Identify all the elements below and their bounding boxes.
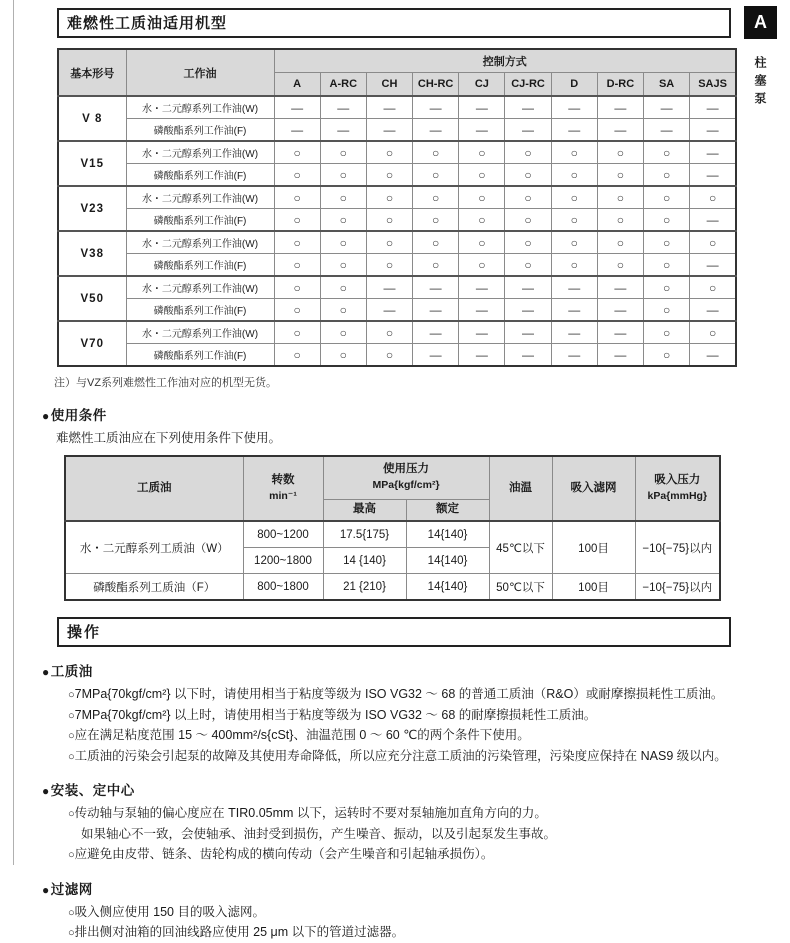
dot-bullet-icon: ●: [42, 665, 50, 679]
compatibility-mark: —: [366, 299, 412, 322]
op-item-line: ○7MPa{70kgf/cm²} 以上时，请使用相当于粘度等级为 ISO VG32 ～ 68 的耐摩擦损耗性工质油。: [68, 707, 597, 722]
compatibility-mark: ○: [459, 209, 505, 232]
col-header-control: 控制方式: [274, 49, 736, 73]
oil-label-f: 磷酸酯系列工作油(F): [126, 119, 274, 142]
compatibility-mark: ○: [551, 209, 597, 232]
col-header-oil: 工作油: [126, 49, 274, 96]
compatibility-mark: —: [366, 96, 412, 119]
op-item-line: ○工质油的污染会引起泵的故障及其使用寿命降低，所以应充分注意工质油的污染管理，污染度应保持在 NAS9 级以内。: [68, 748, 727, 763]
speed-unit: min⁻¹: [269, 489, 297, 502]
compatibility-mark: ○: [459, 164, 505, 187]
oil-label-f: 磷酸酯系列工作油(F): [126, 209, 274, 232]
model-row-v8-f: [58, 119, 736, 142]
compatibility-mark: ○: [320, 321, 366, 344]
compatibility-mark: ○: [274, 254, 320, 277]
model-row-v15-w: [58, 141, 736, 164]
model-row-v38-f: [58, 254, 736, 277]
oil-label-f: 磷酸酯系列工作油(F): [126, 164, 274, 187]
compatibility-mark: ○: [274, 231, 320, 254]
op-section-heading-text: 过滤网: [50, 881, 93, 897]
model-row-v23-w: [58, 186, 736, 209]
model-compatibility-table: [57, 48, 737, 367]
compatibility-mark: ○: [551, 164, 597, 187]
dot-bullet-icon: ●: [42, 882, 50, 897]
compatibility-mark: ○: [320, 254, 366, 277]
compatibility-mark: ○: [274, 344, 320, 367]
op-section-heading: [42, 878, 740, 898]
compatibility-mark: —: [366, 276, 412, 299]
circle-bullet-icon: ○: [68, 906, 75, 919]
compatibility-mark: —: [413, 321, 459, 344]
op-section-heading: [42, 779, 740, 799]
op-item-continuation: 如果轴心不一致，会使轴承、油封受到损伤，产生噪音、振动，以及引起泵发生事故。: [81, 826, 557, 841]
compatibility-mark: ○: [459, 231, 505, 254]
speed-value: 1200~1800: [243, 548, 323, 574]
compatibility-mark: ○: [413, 186, 459, 209]
compatibility-mark: —: [459, 119, 505, 142]
model-row-v8-w: [58, 96, 736, 119]
compatibility-mark: ○: [690, 276, 736, 299]
circle-bullet-icon: ○: [68, 808, 75, 821]
compatibility-mark: —: [320, 119, 366, 142]
compatibility-mark: —: [551, 96, 597, 119]
main-content: [40, 8, 740, 943]
col-header-mode-ch: CH: [366, 73, 412, 97]
col-header-mode-ch-rc: CH-RC: [413, 73, 459, 97]
compatibility-mark: ○: [320, 299, 366, 322]
compatibility-mark: —: [690, 209, 736, 232]
compatibility-mark: ○: [597, 231, 643, 254]
fluid-label-w: 水・二元醇系列工质油（W）: [65, 521, 243, 574]
op-section: [40, 878, 740, 943]
compatibility-mark: —: [551, 299, 597, 322]
oil-label-f: 磷酸酯系列工作油(F): [126, 344, 274, 367]
compatibility-mark: —: [597, 96, 643, 119]
col-header-mode-a: A: [274, 73, 320, 97]
model-row-v50-f: [58, 299, 736, 322]
section-tab-letter: A: [744, 6, 777, 39]
circle-bullet-icon: ○: [68, 848, 75, 861]
max-pressure-value: 17.5{175}: [323, 521, 406, 548]
compatibility-mark: ○: [366, 254, 412, 277]
compatibility-mark: ○: [644, 344, 690, 367]
oil-label-f: 磷酸酯系列工作油(F): [126, 299, 274, 322]
max-pressure-value: 21 {210}: [323, 574, 406, 601]
compatibility-mark: ○: [413, 254, 459, 277]
op-section-heading: [42, 660, 740, 680]
model-cell-v8: V 8: [58, 96, 126, 141]
compatibility-mark: —: [597, 299, 643, 322]
compatibility-mark: ○: [274, 141, 320, 164]
compatibility-mark: —: [459, 96, 505, 119]
col-header-fluid: 工质油: [65, 456, 243, 521]
compatibility-mark: ○: [366, 186, 412, 209]
circle-bullet-icon: ○: [68, 709, 75, 722]
compatibility-mark: —: [459, 344, 505, 367]
compatibility-mark: ○: [644, 209, 690, 232]
fluid-label-f: 磷酸酯系列工质油（F）: [65, 574, 243, 601]
conditions-heading: [42, 404, 740, 424]
page-left-rule: [13, 0, 14, 865]
compatibility-mark: —: [597, 321, 643, 344]
op-item-line: ○吸入侧应使用 150 目的吸入滤网。: [68, 904, 265, 919]
conditions-intro: 难燃性工质油应在下列使用条件下使用。: [56, 431, 282, 445]
compatibility-mark: ○: [366, 164, 412, 187]
compatibility-mark: ○: [366, 321, 412, 344]
strainer-value: 100目: [552, 521, 635, 574]
model-table-header-row-1: [58, 49, 736, 73]
model-cell-v23: V23: [58, 186, 126, 231]
model-cell-v50: V50: [58, 276, 126, 321]
suction-unit: kPa{mmHg}: [647, 489, 708, 502]
compatibility-mark: —: [413, 119, 459, 142]
compatibility-mark: ○: [413, 141, 459, 164]
dot-bullet-icon: ●: [42, 784, 50, 799]
compatibility-mark: —: [274, 119, 320, 142]
compatibility-mark: —: [505, 119, 551, 142]
col-header-pressure: [323, 456, 489, 500]
oil-label-w: 水・二元醇系列工作油(W): [126, 231, 274, 254]
compatibility-mark: —: [505, 299, 551, 322]
model-row-v70-w: [58, 321, 736, 344]
compatibility-mark: ○: [597, 164, 643, 187]
compatibility-mark: ○: [505, 164, 551, 187]
compatibility-mark: ○: [551, 141, 597, 164]
compatibility-mark: —: [459, 299, 505, 322]
compatibility-mark: ○: [274, 321, 320, 344]
col-header-suction: [635, 456, 720, 521]
compatibility-mark: ○: [366, 209, 412, 232]
col-header-max: 最高: [323, 500, 406, 522]
rated-pressure-value: 14{140}: [406, 574, 489, 601]
compatibility-mark: ○: [505, 141, 551, 164]
op-item-line: ○传动轴与泵轴的偏心度应在 TIR0.05mm 以下，运转时不要对泵轴施加直角方向的力。: [68, 806, 547, 821]
op-section-heading-text: 安装、定中心: [50, 783, 135, 799]
compatibility-mark: —: [690, 141, 736, 164]
op-item-line: ○7MPa{70kgf/cm²} 以下时，请使用相当于粘度等级为 ISO VG32 ～ 68 的普通工质油（R&O）或耐摩擦损耗性工质油。: [68, 687, 724, 701]
oil-label-w: 水・二元醇系列工作油(W): [126, 186, 274, 209]
compatibility-mark: ○: [274, 164, 320, 187]
compatibility-mark: —: [413, 276, 459, 299]
model-row-v15-f: [58, 164, 736, 187]
compatibility-mark: —: [366, 119, 412, 142]
compatibility-mark: ○: [690, 186, 736, 209]
compatibility-mark: ○: [274, 186, 320, 209]
circle-bullet-icon: ○: [68, 927, 75, 940]
compatibility-mark: ○: [366, 141, 412, 164]
compatibility-mark: ○: [551, 231, 597, 254]
compatibility-mark: —: [413, 96, 459, 119]
temp-value: 50℃以下: [489, 574, 552, 601]
suction-value: −10{−75}以内: [635, 521, 720, 574]
compatibility-mark: —: [413, 344, 459, 367]
compatibility-mark: —: [320, 96, 366, 119]
compatibility-mark: ○: [644, 276, 690, 299]
compatibility-mark: ○: [274, 209, 320, 232]
col-header-model: 基本形号: [58, 49, 126, 96]
compatibility-mark: ○: [413, 209, 459, 232]
compatibility-mark: —: [505, 321, 551, 344]
compatibility-mark: —: [597, 344, 643, 367]
col-header-rated: 额定: [406, 500, 489, 522]
temp-value: 45℃以下: [489, 521, 552, 574]
col-header-mode-sa: SA: [644, 73, 690, 97]
max-pressure-value: 14 {140}: [323, 548, 406, 574]
compatibility-mark: ○: [459, 254, 505, 277]
col-header-mode-sajs: SAJS: [690, 73, 736, 97]
compatibility-mark: —: [505, 276, 551, 299]
pressure-unit: MPa{kgf/cm²}: [372, 479, 440, 491]
compatibility-mark: —: [505, 96, 551, 119]
op-section: [40, 660, 740, 766]
conditions-table: [64, 455, 721, 601]
op-section-heading-text: 工质油: [50, 664, 93, 679]
compatibility-mark: —: [459, 276, 505, 299]
col-header-temp: 油温: [489, 456, 552, 521]
compatibility-mark: ○: [597, 209, 643, 232]
oil-label-w: 水・二元醇系列工作油(W): [126, 276, 274, 299]
compatibility-mark: ○: [274, 299, 320, 322]
compatibility-mark: —: [690, 96, 736, 119]
compatibility-mark: ○: [644, 321, 690, 344]
compatibility-mark: —: [413, 299, 459, 322]
rated-pressure-value: 14{140}: [406, 521, 489, 548]
compatibility-mark: —: [459, 321, 505, 344]
compatibility-mark: ○: [320, 141, 366, 164]
compatibility-mark: ○: [597, 186, 643, 209]
dot-bullet-icon: ●: [42, 409, 50, 423]
compatibility-mark: —: [644, 119, 690, 142]
compatibility-mark: ○: [366, 231, 412, 254]
suction-value: −10{−75}以内: [635, 574, 720, 601]
model-row-v38-w: [58, 231, 736, 254]
op-item-line: ○应在满足粘度范围 15 ～ 400mm²/s{cSt}、油温范围 0 ～ 60 ℃的两个条件下使用。: [68, 728, 530, 743]
op-section: [40, 779, 740, 864]
compatibility-mark: —: [551, 344, 597, 367]
oil-label-f: 磷酸酯系列工作油(F): [126, 254, 274, 277]
compatibility-mark: —: [690, 119, 736, 142]
speed-label: 转数: [271, 473, 295, 486]
conditions-heading-text: 使用条件: [50, 408, 107, 423]
col-header-mode-cj-rc: CJ-RC: [505, 73, 551, 97]
compatibility-mark: ○: [644, 141, 690, 164]
compatibility-mark: —: [690, 344, 736, 367]
compatibility-mark: ○: [459, 186, 505, 209]
compatibility-mark: ○: [320, 209, 366, 232]
model-row-v50-w: [58, 276, 736, 299]
compatibility-mark: —: [644, 96, 690, 119]
oil-label-w: 水・二元醇系列工作油(W): [126, 321, 274, 344]
compatibility-mark: ○: [459, 141, 505, 164]
compatibility-mark: ○: [413, 231, 459, 254]
conditions-row-f: [65, 574, 720, 601]
speed-value: 800~1200: [243, 521, 323, 548]
compatibility-mark: —: [551, 119, 597, 142]
model-cell-v70: V70: [58, 321, 126, 366]
model-row-v23-f: [58, 209, 736, 232]
compatibility-mark: —: [690, 299, 736, 322]
compatibility-mark: ○: [505, 231, 551, 254]
compatibility-mark: ○: [320, 164, 366, 187]
compatibility-mark: ○: [644, 164, 690, 187]
compatibility-mark: —: [690, 164, 736, 187]
compatibility-mark: ○: [320, 231, 366, 254]
compatibility-mark: ○: [597, 254, 643, 277]
page-title: 难燃性工质油适用机型: [57, 8, 731, 38]
side-tab-label: 柱塞泵: [753, 56, 767, 110]
compatibility-mark: ○: [505, 254, 551, 277]
circle-bullet-icon: ○: [68, 730, 75, 743]
compatibility-mark: —: [505, 344, 551, 367]
model-cell-v38: V38: [58, 231, 126, 276]
op-item-line: ○应避免由皮带、链条、齿轮构成的横向传动（会产生噪音和引起轴承损伤）。: [68, 846, 494, 861]
oil-label-w: 水・二元醇系列工作油(W): [126, 141, 274, 164]
compatibility-mark: ○: [320, 186, 366, 209]
col-header-mode-a-rc: A-RC: [320, 73, 366, 97]
col-header-mode-d: D: [551, 73, 597, 97]
col-header-mode-d-rc: D-RC: [597, 73, 643, 97]
op-item-line: ○排出侧对油箱的回油线路应使用 25 μm 以下的管道过滤器。: [68, 925, 405, 940]
side-tab: [744, 6, 777, 118]
compatibility-mark: ○: [597, 141, 643, 164]
table-note: 注）与VZ系列难燃性工作油对应的机型无货。: [54, 377, 278, 389]
compatibility-mark: ○: [274, 276, 320, 299]
compatibility-mark: ○: [690, 231, 736, 254]
compatibility-mark: ○: [413, 164, 459, 187]
compatibility-mark: ○: [320, 344, 366, 367]
compatibility-mark: ○: [366, 344, 412, 367]
strainer-value: 100目: [552, 574, 635, 601]
compatibility-mark: ○: [505, 209, 551, 232]
compatibility-mark: ○: [551, 186, 597, 209]
oil-label-w: 水・二元醇系列工作油(W): [126, 96, 274, 119]
compatibility-mark: ○: [644, 254, 690, 277]
compatibility-mark: ○: [644, 299, 690, 322]
circle-bullet-icon: ○: [68, 689, 75, 701]
conditions-row-w-1: [65, 521, 720, 548]
compatibility-mark: ○: [644, 186, 690, 209]
operation-title-box: 操作: [57, 617, 731, 647]
compatibility-mark: —: [551, 321, 597, 344]
compatibility-mark: —: [597, 119, 643, 142]
circle-bullet-icon: ○: [68, 750, 75, 763]
compatibility-mark: ○: [690, 321, 736, 344]
compatibility-mark: ○: [505, 186, 551, 209]
suction-label: 吸入压力: [654, 473, 701, 486]
col-header-mode-cj: CJ: [459, 73, 505, 97]
rated-pressure-value: 14{140}: [406, 548, 489, 574]
compatibility-mark: ○: [551, 254, 597, 277]
compatibility-mark: —: [597, 276, 643, 299]
model-cell-v15: V15: [58, 141, 126, 186]
model-row-v70-f: [58, 344, 736, 367]
conditions-header-row-1: [65, 456, 720, 500]
compatibility-mark: —: [551, 276, 597, 299]
pressure-label: 使用压力: [383, 463, 429, 476]
speed-value: 800~1800: [243, 574, 323, 601]
compatibility-mark: —: [690, 254, 736, 277]
compatibility-mark: —: [274, 96, 320, 119]
operation-sections: [40, 660, 740, 943]
col-header-strainer: 吸入滤网: [552, 456, 635, 521]
compatibility-mark: ○: [644, 231, 690, 254]
compatibility-mark: ○: [320, 276, 366, 299]
col-header-speed: [243, 456, 323, 521]
